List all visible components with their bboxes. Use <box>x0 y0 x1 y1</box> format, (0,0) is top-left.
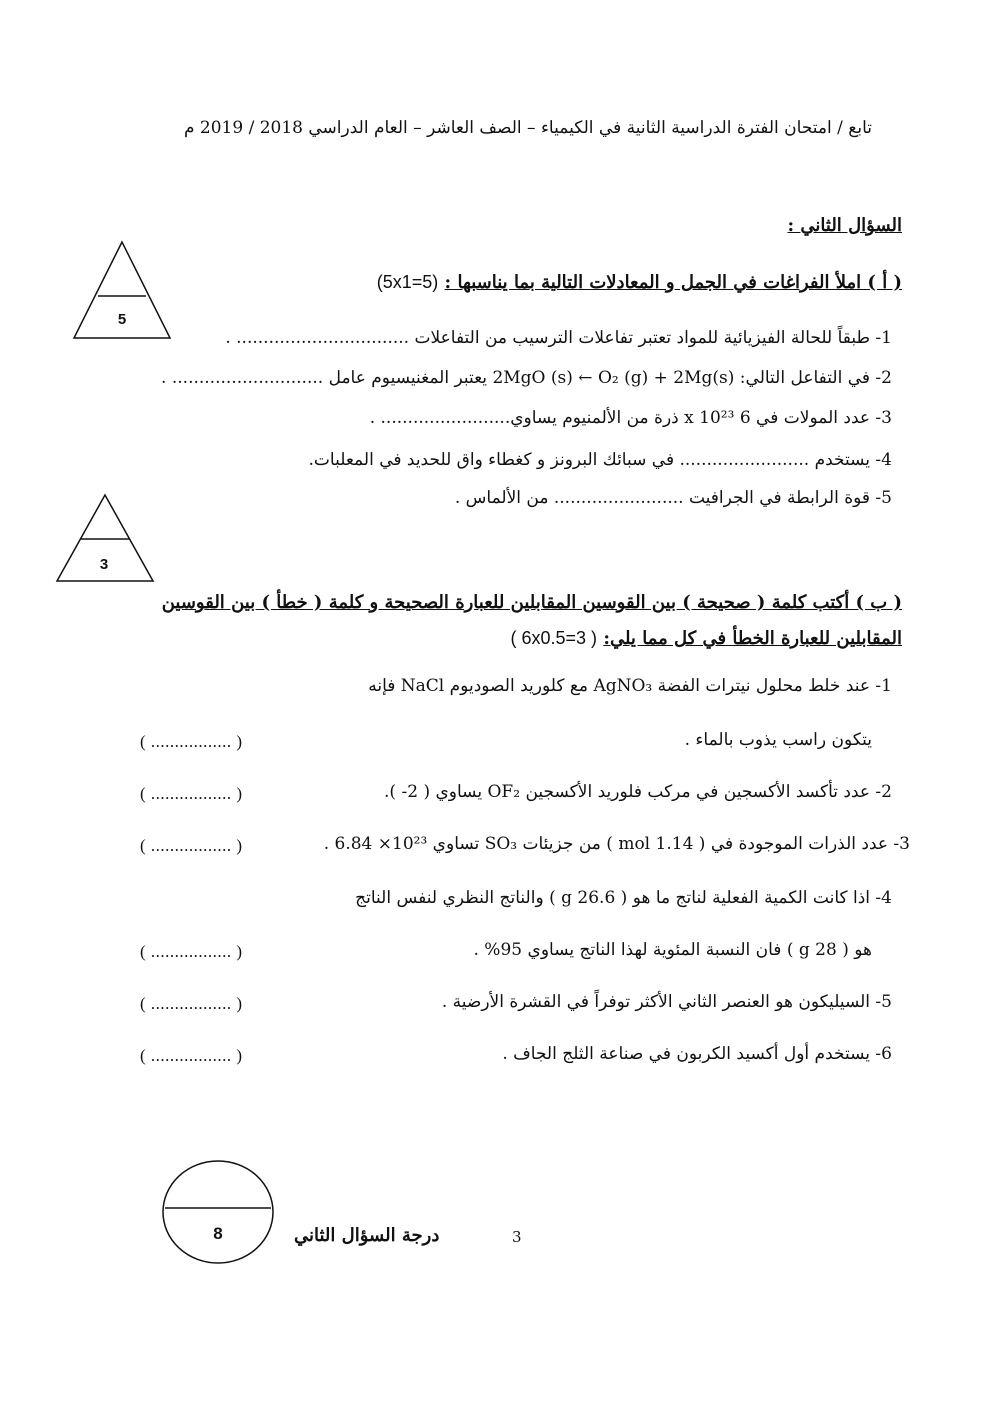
section-b-heading-1: ( ب ) أكتب كلمة ( صحيحة ) بين القوسين المقابلين للعبارة الصحيحة و كلمة ( خطأ ) بين القوسين <box>161 592 902 613</box>
fill-item-1: 1- طبقاً للحالة الفيزيائية للمواد تعتبر تفاعلات الترسيب من التفاعلات ................................ . <box>225 328 892 348</box>
footer-label: درجة السؤال الثاني <box>294 1225 440 1246</box>
page-number: 3 <box>512 1228 522 1246</box>
section-a-marks: (5x1=5) <box>376 272 439 292</box>
tf-item-3: 3- عدد الذرات الموجودة في ( 1.14 mol ) من جزيئات SO₃ تساوي 10²³× 6.84 . <box>323 834 910 854</box>
tf-item-2: 2- عدد تأكسد الأكسجين في مركب فلوريد الأكسجين OF₂ يساوي ( 2- ). <box>384 782 892 802</box>
fill-item-4: 4- يستخدم ........................ في سبائك البرونز و كغطاء واق للحديد في المعلبات. <box>308 450 892 470</box>
score-b-label: 3 <box>99 556 109 573</box>
score-a-label: 5 <box>117 311 127 328</box>
answer-slot-3[interactable]: ( ................. ) <box>140 836 243 855</box>
tf-item-1a: 1- عند خلط محلول نيترات الفضة AgNO₃ مع كلوريد الصوديوم NaCl فإنه <box>368 676 892 696</box>
tf-item-4b: هو ( 28 g ) فان النسبة المئوية لهذا الناتج يساوي 95% . <box>473 940 872 960</box>
answer-slot-6[interactable]: ( ................. ) <box>140 1046 243 1065</box>
tf-item-4a: 4- اذا كانت الكمية الفعلية لناتج ما هو ( 26.6 g ) والناتج النظري لنفس الناتج <box>355 888 892 908</box>
question-title: السؤال الثاني : <box>787 215 902 236</box>
fill-item-3: 3- عدد المولات في 6 x 10²³ ذرة من الألمنيوم يساوي........................ . <box>369 408 892 428</box>
exam-header: تابع / امتحان الفترة الدراسية الثانية في الكيمياء – الصف العاشر – العام الدراسي 2018 / 2019 م <box>183 118 872 138</box>
total-score-circle <box>160 1158 276 1266</box>
total-score-label: 8 <box>213 1224 223 1243</box>
tf-item-1b: يتكون راسب يذوب بالماء . <box>684 730 872 750</box>
section-a-title: ( أ ) املأ الفراغات في الجمل و المعادلات التالية بما يناسبها : <box>444 272 902 293</box>
answer-slot-4[interactable]: ( ................. ) <box>140 942 243 961</box>
section-b-marks: ( 6x0.5=3 ) <box>510 628 598 648</box>
tf-item-6: 6- يستخدم أول أكسيد الكربون في صناعة الثلج الجاف . <box>502 1044 892 1064</box>
fill-item-5: 5- قوة الرابطة في الجرافيت ........................ من الألماس . <box>454 488 892 508</box>
fill-item-2: 2- في التفاعل التالي: 2MgO (s) ← O₂ (g) + 2Mg(s) يعتبر المغنيسيوم عامل ............................ . <box>161 368 892 388</box>
answer-slot-5[interactable]: ( ................. ) <box>140 994 243 1013</box>
answer-slot-2[interactable]: ( ................. ) <box>140 784 243 803</box>
section-b-heading-2: المقابلين للعبارة الخطأ في كل مما يلي: <box>603 628 902 649</box>
section-a-heading <box>377 272 902 293</box>
section-b-heading-2-row <box>510 628 902 649</box>
answer-slot-1[interactable]: ( ................. ) <box>140 732 243 751</box>
tf-item-5: 5- السيليكون هو العنصر الثاني الأكثر توفراً في القشرة الأرضية . <box>441 992 892 1012</box>
